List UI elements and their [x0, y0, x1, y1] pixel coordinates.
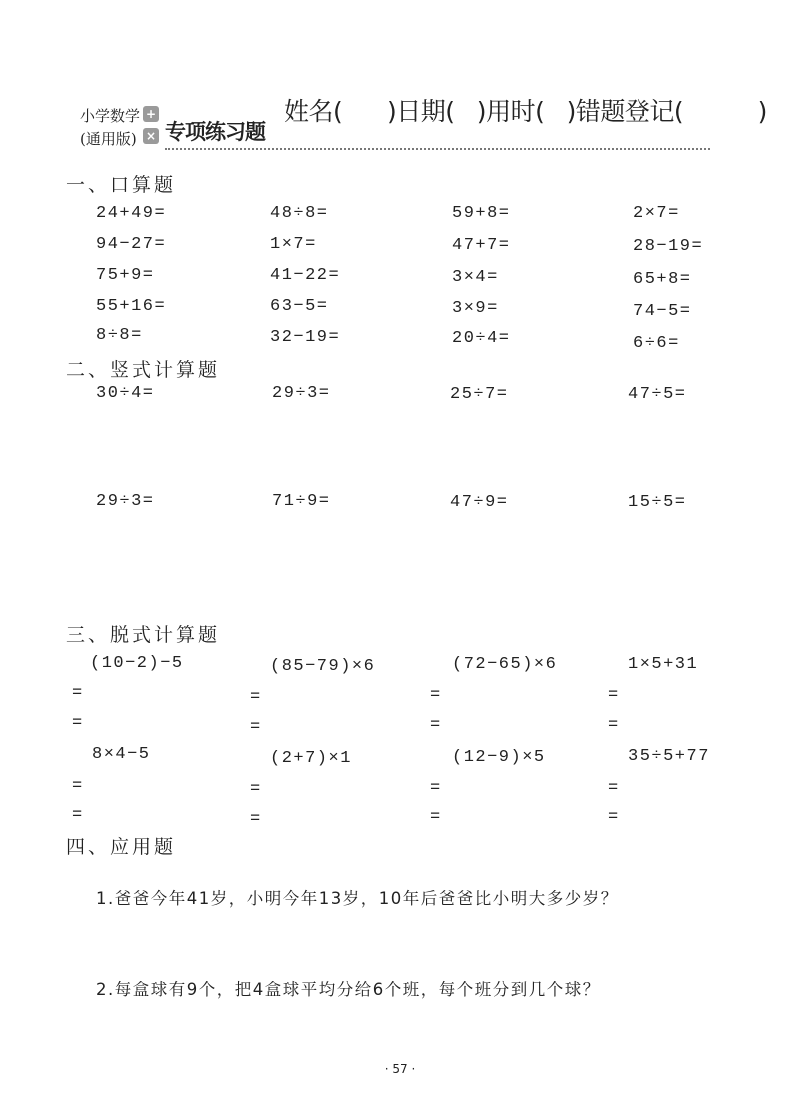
field-date: )日期( [342, 97, 455, 126]
word-problem: 1.爸爸今年41岁，小明今年13岁，10年后爸爸比小明大多少岁？ [96, 889, 619, 908]
section-oral-title: 一、口算题 [66, 174, 177, 196]
section-word-title: 四、应用题 [66, 836, 177, 858]
equals-sign: = [608, 808, 619, 827]
oral-problem: 74−5= [633, 302, 692, 321]
stepwise-problem: (72−65)×6 [452, 655, 558, 674]
times-icon: × [143, 128, 159, 144]
vertical-problem: 15÷5= [628, 493, 687, 512]
equals-sign: = [72, 714, 83, 733]
oral-problem: 24+49= [96, 204, 167, 223]
vertical-problem: 71÷9= [272, 492, 331, 511]
equals-sign: = [72, 777, 83, 796]
equals-sign: = [430, 808, 441, 827]
oral-problem: 47+7= [452, 236, 511, 255]
vertical-problem: 29÷3= [96, 492, 155, 511]
vertical-problem: 30÷4= [96, 384, 155, 403]
stepwise-problem: (2+7)×1 [270, 749, 352, 768]
header-divider [165, 148, 710, 150]
equals-sign: = [608, 716, 619, 735]
page-number: · 57 · [384, 1062, 416, 1076]
oral-problem: 48÷8= [270, 204, 329, 223]
stepwise-problem: 8×4−5 [92, 745, 151, 764]
equals-sign: = [430, 686, 441, 705]
oral-problem: 55+16= [96, 297, 167, 316]
stepwise-problem: (85−79)×6 [270, 657, 376, 676]
oral-problem: 65+8= [633, 270, 692, 289]
field-close: ) [683, 97, 767, 126]
section-vertical-title: 二、竖式计算题 [66, 359, 221, 381]
oral-problem: 8÷8= [96, 326, 143, 345]
oral-problem: 94−27= [96, 235, 167, 254]
equals-sign: = [250, 718, 261, 737]
vertical-problem: 47÷9= [450, 493, 509, 512]
oral-problem: 3×4= [452, 268, 499, 287]
vertical-problem: 25÷7= [450, 385, 509, 404]
oral-problem: 75+9= [96, 266, 155, 285]
plus-icon: + [143, 106, 159, 122]
equals-sign: = [608, 686, 619, 705]
field-time: )用时( [454, 97, 545, 126]
oral-problem: 1×7= [270, 235, 317, 254]
stepwise-problem: (12−9)×5 [452, 748, 546, 767]
equals-sign: = [608, 779, 619, 798]
oral-problem: 20÷4= [452, 329, 511, 348]
oral-problem: 6÷6= [633, 334, 680, 353]
equals-sign: = [72, 806, 83, 825]
equals-sign: = [250, 810, 261, 829]
oral-problem: 41−22= [270, 266, 341, 285]
oral-problem: 28−19= [633, 237, 704, 256]
oral-problem: 63−5= [270, 297, 329, 316]
oral-problem: 3×9= [452, 299, 499, 318]
brand-title: 专项练习题 [165, 120, 265, 144]
field-name: 姓名( [284, 97, 343, 126]
oral-problem: 2×7= [633, 204, 680, 223]
equals-sign: = [250, 780, 261, 799]
vertical-problem: 29÷3= [272, 384, 331, 403]
equals-sign: = [430, 716, 441, 735]
equals-sign: = [72, 684, 83, 703]
equals-sign: = [430, 779, 441, 798]
oral-problem: 59+8= [452, 204, 511, 223]
stepwise-problem: 1×5+31 [628, 655, 699, 674]
stepwise-problem: 35÷5+77 [628, 747, 710, 766]
section-stepwise-title: 三、脱式计算题 [66, 624, 221, 646]
equals-sign: = [250, 688, 261, 707]
field-errors: )错题登记( [544, 97, 684, 126]
vertical-problem: 47÷5= [628, 385, 687, 404]
word-problem: 2.每盒球有9个，把4盒球平均分给6个班，每个班分到几个球？ [96, 980, 601, 999]
oral-problem: 32−19= [270, 328, 341, 347]
brand-line-2: (通用版) [80, 130, 137, 148]
header-fields [284, 92, 767, 128]
brand-line-1: 小学数学 [80, 107, 141, 125]
stepwise-problem: (10−2)−5 [90, 654, 184, 673]
